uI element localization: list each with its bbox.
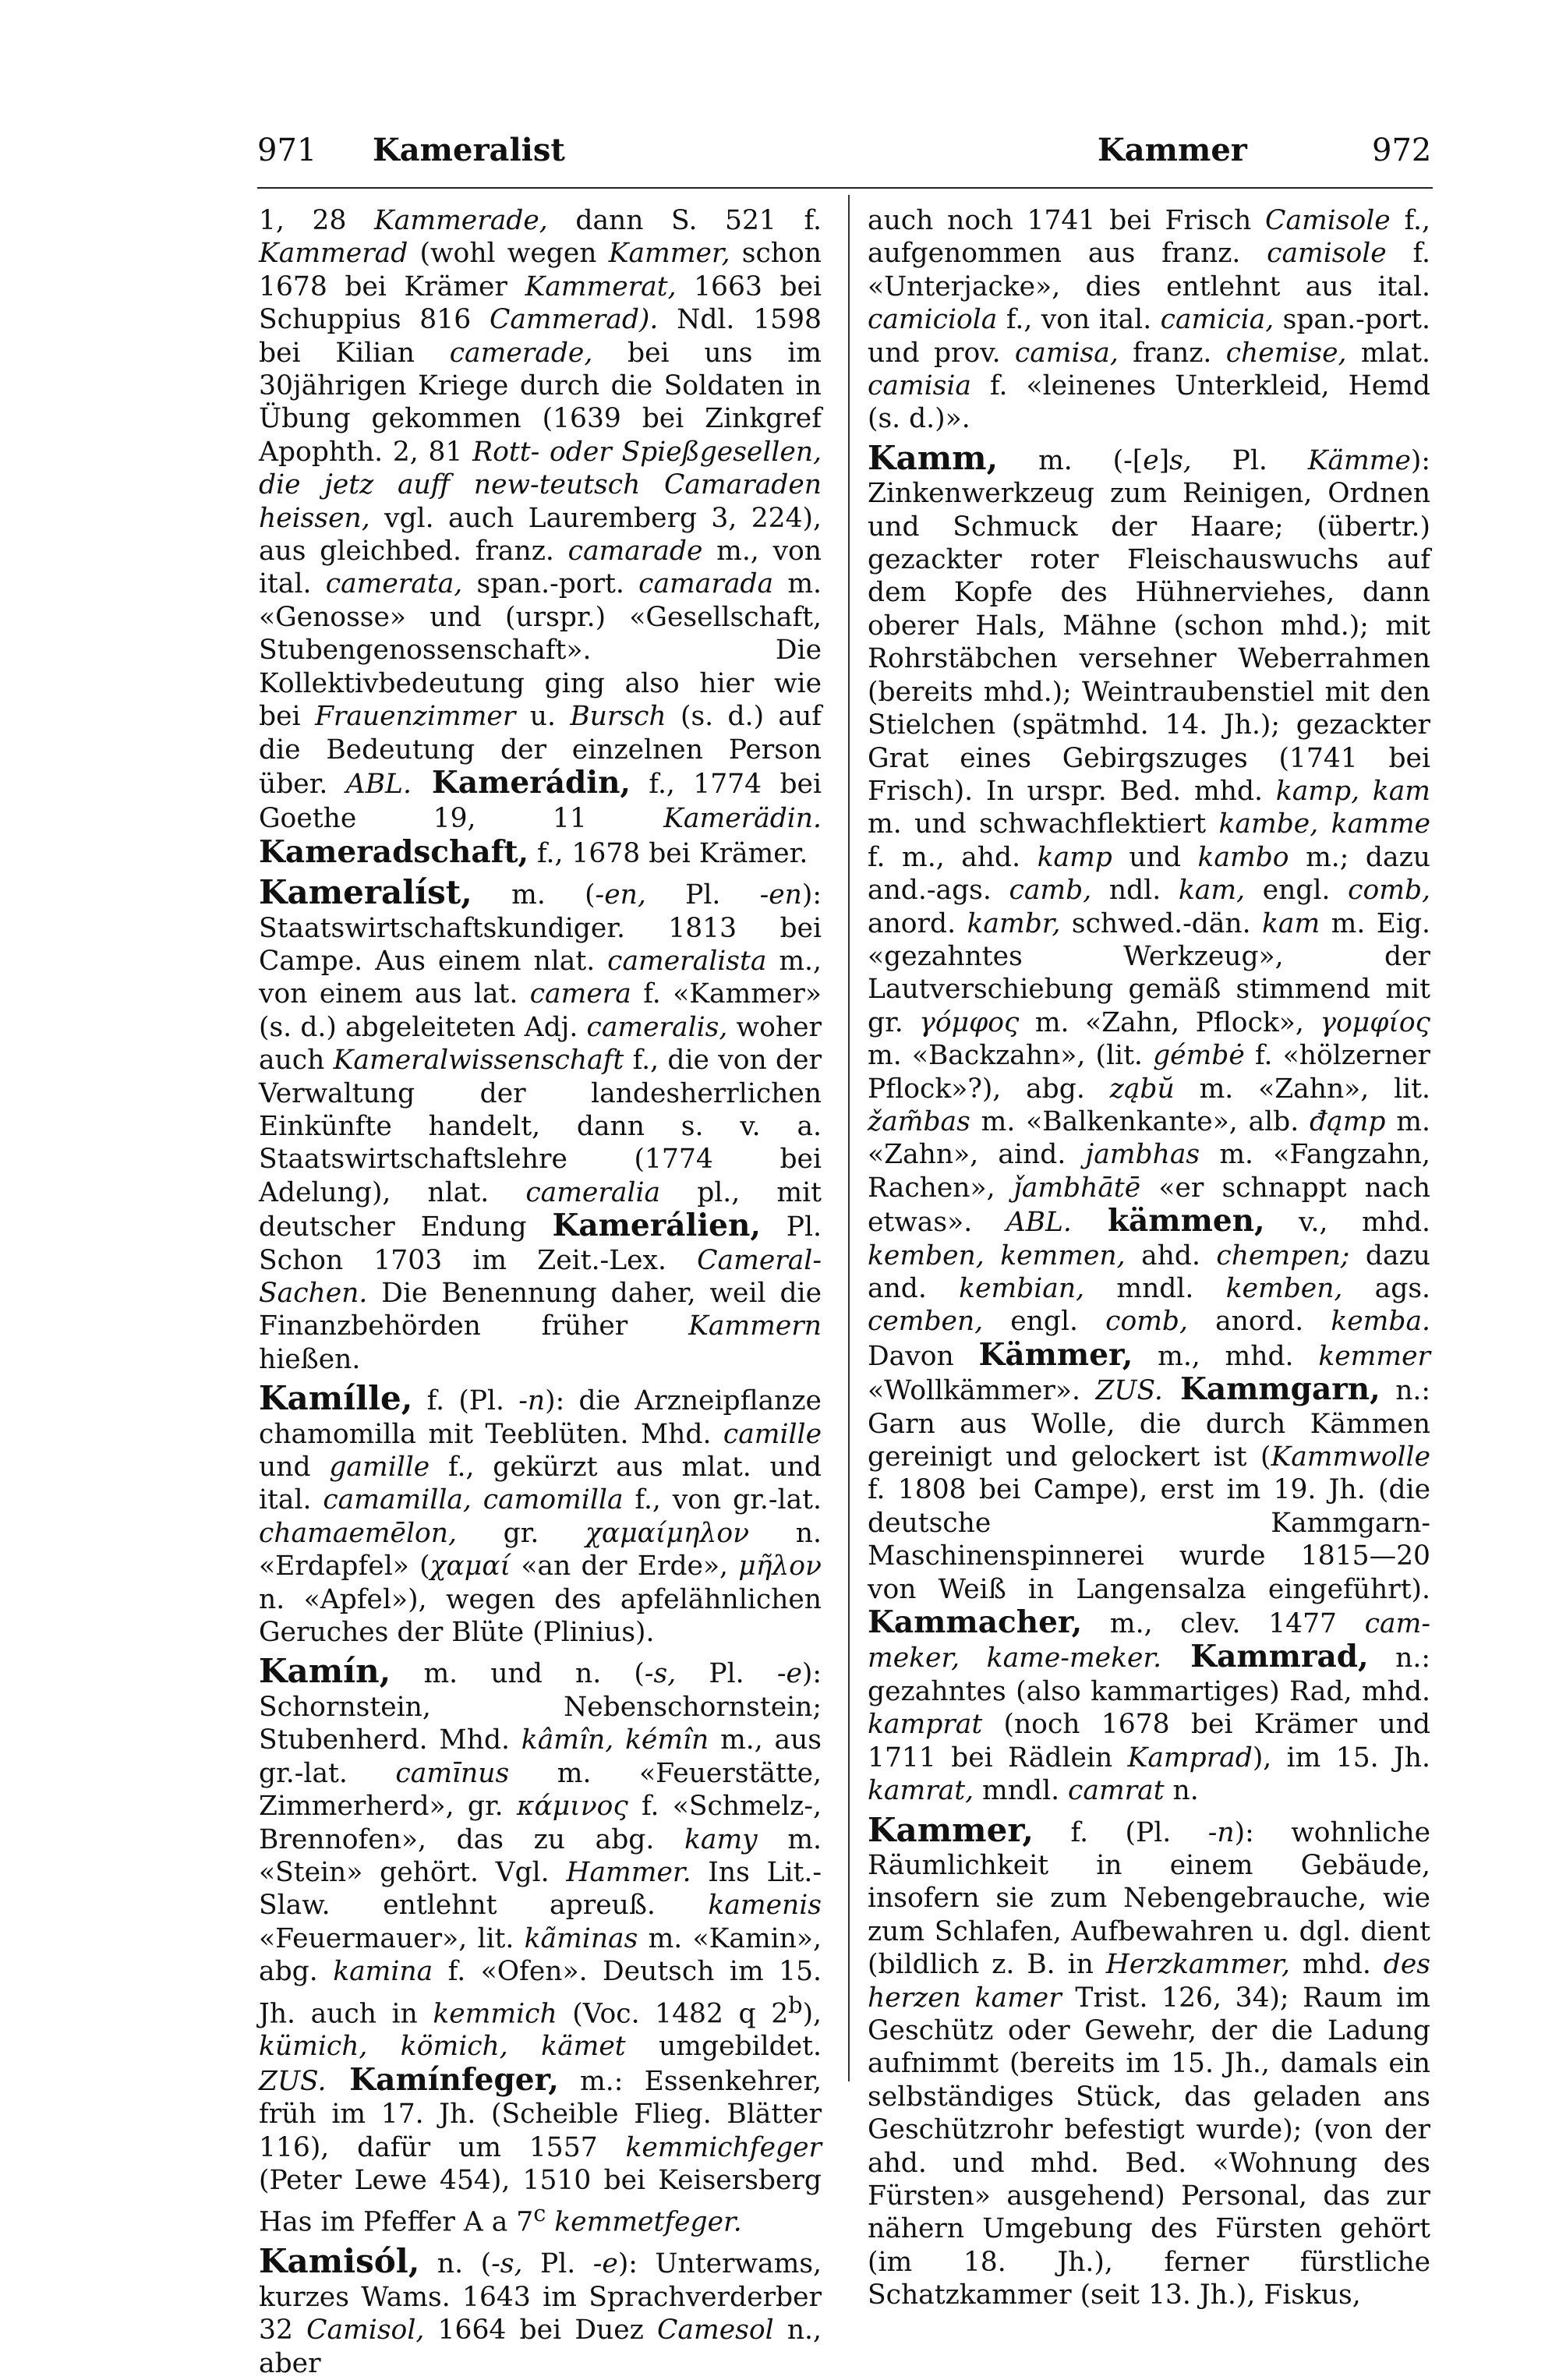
entry-kamerad-continued: 1, 28 Kammerade, dann S. 521 f. Kammerad (wohl wegen Kammer, schon 1678 bei Krämer Kammerat, 1663 bei Schuppius 816 Cammerad). Ndl. 1598 bei Kilian camerade, bei uns im 30jährigen Kriege durch die Soldaten in Übung gekommen (1639 bei Zinkgref Apophth. 2, 81 Rott- oder Spießgesellen, die jetz auff new-teutsch Camaraden heissen, vgl. auch Lauremberg 3, 224), aus gleichbed. franz. camarade m., von ital. camerata, span.-port. camarada m. «Genosse» und (urspr.) «Gesellschaft, Stubengenossenschaft». Die Kollektivbedeutung ging also hier wie bei Frauenzimmer u. Bursch (s. d.) auf die Bedeutung der einzelnen Person über. ABL. Kamerádin, f., 1774 bei Goethe 19, 11 Kamerädin. Kameradschaft, f., 1678 bei Krämer. (259, 205, 822, 870)
entry-kamm: Kamm, m. (-[e]s, Pl. Kämme): Zinkenwerkzeug zum Reinigen, Ordnen und Schmuck der Haare; (übertr.) gezackter roter Fleischauswuchs auf dem Kopfe des Hühnerviehes, dann oberer Hals, Mähne (schon mhd.); mit Rohrstäbchen versehner Weberrahmen (bereits mhd.); Weintraubenstiel mit den Stielchen (spätmhd. 14. Jh.); gezackter Grat eines Gebirgszuges (1741 bei Frisch). In urspr. Bed. mhd. kamp, kam m. und schwachflektiert kambe, kamme f. m., ahd. kamp und kambo m.; dazu and.-ags. camb, ndl. kam, engl. comb, anord. kambr, schwed.-dän. kam m. Eig. «gezahntes Werkzeug», der Lautverschiebung gemäß stimmend mit gr. γόμφος m. «Zahn, Pflock», γομφίος m. «Backzahn», (lit. gémbė f. «hölzerner Pflock»?), abg. ząbŭ m. «Zahn», lit. žam̃bas m. «Balkenkante», alb. đąmp m. «Zahn», aind. jambhas m. «Fangzahn, Rachen», ǰambhātē «er schnappt nach etwas». ABL. kämmen, v., mhd. kemben, kemmen, ahd. chempen; dazu and. kembian, mndl. kemben, ags. cemben, engl. comb, anord. kemba. Davon Kämmer, m., mhd. kemmer «Wollkämmer». ZUS. Kammgarn, n.: Garn aus Wolle, die durch Kämmen gereinigt und gelockert ist (Kammwolle f. 1808 bei Campe), erst im 19. Jh. (die deutsche Kammgarn-Maschinenspinnerei wurde 1815—20 von Weiß in Langensalza eingeführt). Kammacher, m., clev. 1477 cam-meker, kame-meker. Kammrad, n.: gezahntes (also kammartiges) Rad, mhd. kamprat (noch 1678 bei Krämer und 1711 bei Rädlein Kamprad), im 15. Jh. kamrat, mndl. camrat n. (868, 438, 1431, 1807)
lemma-kamisol: Kamisól, (259, 2242, 420, 2281)
sublemma-kaminfeger: Kamínfeger, (326, 2061, 559, 2098)
lemma-kamille: Kamílle, (259, 1379, 413, 1418)
sublemma-kaemmer: Kämmer, (978, 1336, 1133, 1373)
sublemma-kammrad: Kammrad, (1161, 1639, 1369, 1675)
entry-kamisol: Kamisól, n. (-s, Pl. -e): Unterwams, kurzes Wams. 1643 im Sprachverderber 32 Camisol, 1664 bei Duez Camesol n., aber (259, 2242, 822, 2379)
sublemma-kammgarn: Kammgarn, (1162, 1371, 1380, 1408)
entry-kamisol-continued: auch noch 1741 bei Frisch Camisole f., aufgenommen aus franz. camisole f. «Unterjacke», dies entlehnt aus ital. camiciola f., von ital. camicia, span.-port. und prov. camisa, franz. chemise, mlat. camisia f. «leinenes Unterkleid, Hemd (s. d.)». (868, 205, 1430, 435)
sublemma-kameradin: Kamerádin, (411, 764, 631, 801)
header-title-left: Kameralist (373, 132, 565, 168)
running-header (257, 131, 1433, 186)
entry-kammer: Kammer, f. (Pl. -n): wohnliche Räumlichkeit in einem Gebäude, insofern sie zum Nebengebrauche, wie zum Schlafen, Aufbewahren u. dgl. dient (bildlich z. B. in Herzkammer, mhd. des herzen kamer Trist. 126, 34); Raum im Geschütz oder Gewehr, der die Ladung aufnimmt (bereits im 15. Jh., damals ein selbständiges Stück, das geladen ans Geschützrohr befestigt wurde); (von der ahd. und mhd. Bed. «Wohnung des Fürsten» ausgehend) Personal, das zur nähern Umgebung des Fürsten gehört (im 18. Jh.), ferner fürstliche Schatzkammer (seit 13. Jh.), Fiskus, (868, 1810, 1431, 2311)
right-column (868, 204, 1431, 2311)
column-divider (848, 195, 850, 2081)
sublemma-kameralien: Kamerálien, (552, 1208, 761, 1244)
header-title-right: Kammer (1098, 132, 1247, 168)
page-number-left: 971 (257, 133, 317, 168)
sublemma-kammacher: Kammacher, (868, 1604, 1083, 1641)
sublemma-kameradschaft: Kameradschaft, (259, 833, 529, 870)
sublemma-kaemmen: kämmen, (1071, 1203, 1265, 1240)
lemma-kammer: Kammer, (868, 1810, 1034, 1849)
lemma-kameralist: Kameralíst, (259, 873, 472, 912)
entry-kamin: Kamín, m. und n. (-s, Pl. -e): Schornstein, Nebenschornstein; Stubenherd. Mhd. kâmîn, kémîn m., aus gr.-lat. camīnus m. «Feuerstätte, Zimmerherd», gr. κάμινος f. «Schmelz-, Brennofen», das zu abg. kamy m. «Stein» gehört. Vgl. Hammer. Ins Lit.-Slaw. entlehnt apreuß. kamenis «Feuermauer», lit. kãminas m. «Kamin», abg. kamina f. «Ofen». Deutsch im 15. Jh. auch in kemmich (Voc. 1482 q 2$^b$), kümich, kömich, kämet umgebildet. ZUS. Kamínfeger, m.: Essenkehrer, früh im 17. Jh. (Scheible Flieg. Blätter 116), dafür um 1557 kemmichfeger (Peter Lewe 454), 1510 bei Keisersberg Has im Pfeffer A a 7$^c$ kemmetfeger. (259, 1652, 822, 2238)
header-rule (257, 187, 1433, 189)
page-number-right: 972 (1372, 133, 1432, 168)
left-column (259, 204, 822, 2379)
lemma-kamin: Kamín, (259, 1652, 391, 1691)
entry-kamille: Kamílle, f. (Pl. -n): die Arzneipflanze chamomilla mit Teeblüten. Mhd. camille und gamille f., gekürzt aus mlat. und ital. camamilla, camomilla f., von gr.-lat. chamaemēlon, gr. χαμαίμηλον n. «Erdapfel» (χαμαί «an der Erde», μῆλον n. «Apfel»), wegen des apfelähnlichen Geruches der Blüte (Plinius). (259, 1379, 822, 1649)
entry-kameralist: Kameralíst, m. (-en, Pl. -en): Staatswirtschaftskundiger. 1813 bei Campe. Aus einem nlat. cameralista m., von einem aus lat. camera f. «Kammer» (s. d.) abgeleiteten Adj. cameralis, woher auch Kameralwissenschaft f., die von der Verwaltung der landesherrlichen Einkünfte handelt, dann s. v. a. Staatswirtschaftslehre (1774 bei Adelung), nlat. cameralia pl., mit deutscher Endung Kamerálien, Pl. Schon 1703 im Zeit.-Lex. Cameral-Sachen. Die Benennung daher, weil die Finanzbehörden früher Kammern hießen. (259, 873, 822, 1375)
lemma-kamm: Kamm, (868, 438, 999, 477)
